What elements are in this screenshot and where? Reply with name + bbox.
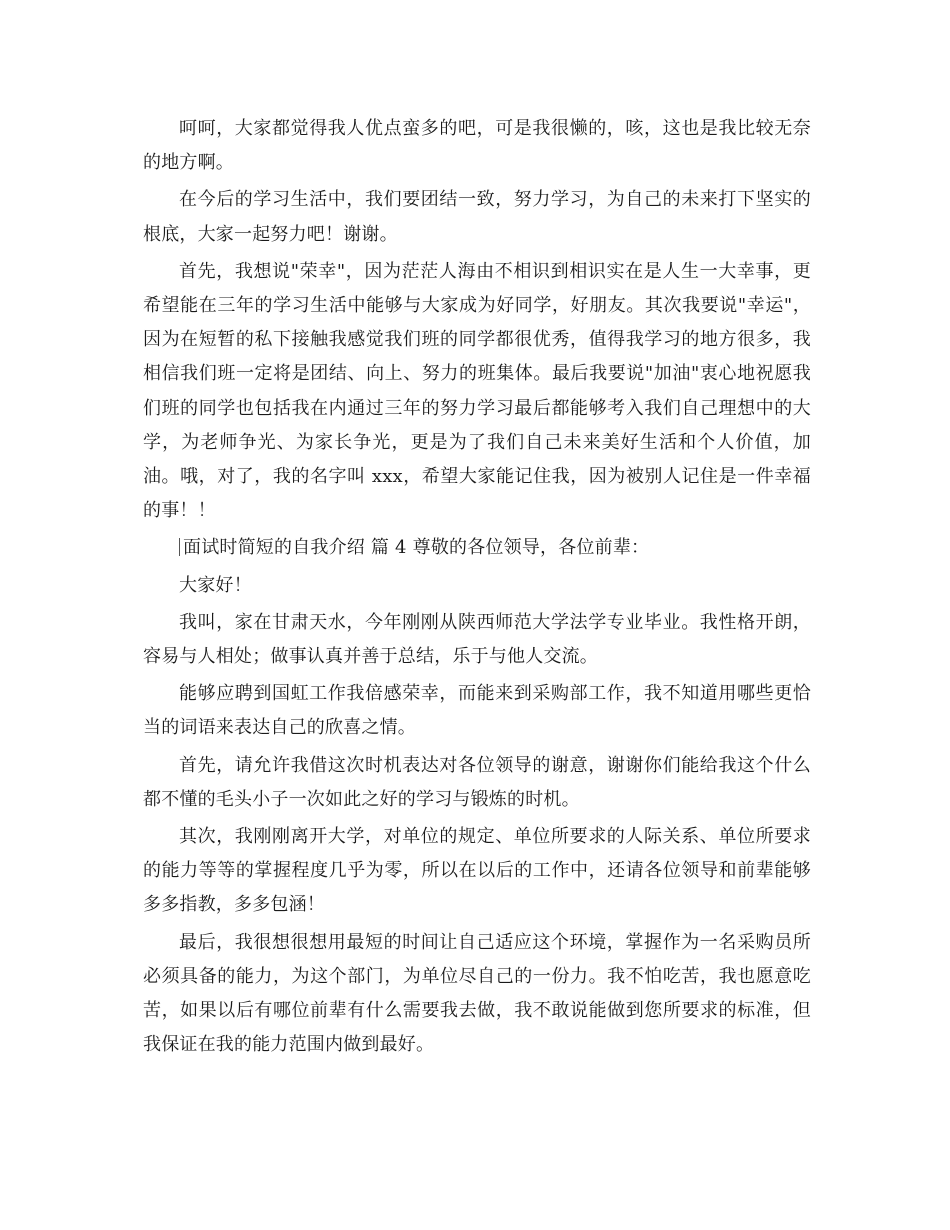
- paragraph: 呵呵，大家都觉得我人优点蛮多的吧，可是我很懒的，咳，这也是我比较无奈的地方啊。: [143, 118, 811, 174]
- section-heading-paragraph: [143, 531, 811, 565]
- paragraph: 大家好！: [179, 574, 252, 596]
- paragraph: 能够应聘到国虹工作我倍感荣幸，而能来到采购部工作，我不知道用哪些更恰当的词语来表达自己的欣喜之情。: [143, 683, 811, 739]
- section-heading-text: 面试时简短的自我介绍 篇 4 尊敬的各位领导，各位前辈：: [183, 537, 650, 559]
- paragraph: 我叫，家在甘肃天水，今年刚刚从陕西师范大学法学专业毕业。我性格开朗，容易与人相处；做事认真并善于总结，乐于与他人交流。: [143, 611, 811, 668]
- document-body: [143, 112, 811, 1065]
- text-cursor: [179, 538, 180, 556]
- paragraph: 首先，我想说"荣幸"，因为茫茫人海由不相识到相识实在是人生一大幸事，更希望能在三年的学习生活中能够与大家成为好同学，好朋友。其次我要说"幸运"，因为在短暂的私下接触我感觉我们班的同学都很优秀，值得我学习的地方很多，我相信我们班一定将是团结、向上、努力的班集体。最后我要说"加油"衷心地祝愿我们班的同学也包括我在内通过三年的努力学习最后都能够考入我们自己理想中的大学，为老师争光、为家长争光，更是为了我们自己未来美好生活和个人价值，加油。哦，对了，我的名字叫 xxx，希望大家能记住我，因为被别人记住是一件幸福的事！！: [143, 260, 811, 522]
- paragraph: 最后，我很想很想用最短的时间让自己适应这个环境，掌握作为一名采购员所必须具备的能力，为这个部门，为单位尽自己的一份力。我不怕吃苦，我也愿意吃苦，如果以后有哪位前辈有什么需要我去做，我不敢说能做到您所要求的标准，但我保证在我的能力范围内做到最好。: [143, 931, 811, 1056]
- paragraph: 首先，请允许我借这次时机表达对各位领导的谢意，谢谢你们能给我这个什么都不懂的毛头小子一次如此之好的学习与锻炼的时机。: [143, 754, 811, 810]
- paragraph: 其次，我刚刚离开大学，对单位的规定、单位所要求的人际关系、单位所要求的能力等等的掌握程度几乎为零，所以在以后的工作中，还请各位领导和前辈能够多多指教，多多包涵！: [143, 826, 811, 916]
- paragraph: 在今后的学习生活中，我们要团结一致，努力学习，为自己的未来打下坚实的根底，大家一起努力吧！谢谢。: [143, 189, 811, 245]
